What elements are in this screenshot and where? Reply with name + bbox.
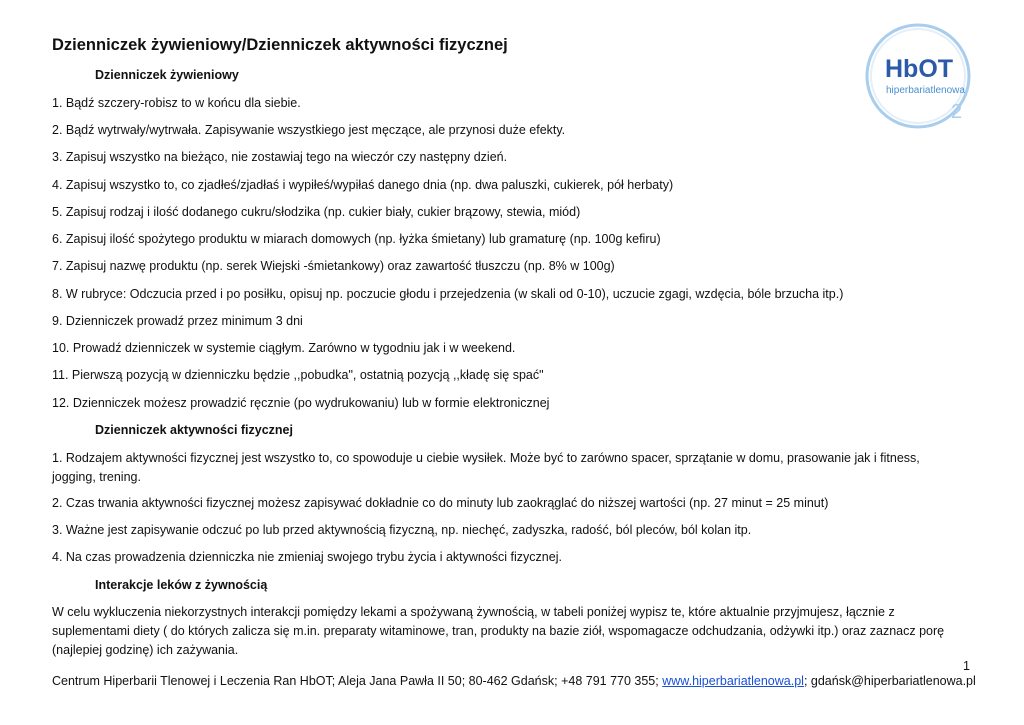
list-item: 4. Na czas prowadzenia dzienniczka nie zmieniaj swojego trybu życia i aktywności fizycznej. xyxy=(52,550,562,564)
list-item: 7. Zapisuj nazwę produktu (np. serek Wiejski -śmietankowy) oraz zawartość tłuszczu (np. 8% w 100g) xyxy=(52,259,615,273)
logo-brand: HbOT xyxy=(885,55,954,83)
logo-mark: 2 xyxy=(951,101,963,123)
hbot-logo xyxy=(864,22,972,130)
list-item: 6. Zapisuj ilość spożytego produktu w miarach domowych (np. łyżka śmietany) lub gramaturę (np. 100g kefiru) xyxy=(52,232,661,246)
list-item: 2. Czas trwania aktywności fizycznej możesz zapisywać dokładnie co do minuty lub zaokrąglać do niższej wartości (np. 27 minut = 25 minut) xyxy=(52,496,829,510)
website-link[interactable]: www.hiperbariatlenowa.pl xyxy=(662,674,804,688)
list-item: 1. Rodzajem aktywności fizycznej jest wszystko to, co spowoduje u ciebie wysiłek. Może być to zarówno spacer, sprzątanie w domu, prasowanie jak i fitness, jogging, trening. xyxy=(52,451,920,484)
footer xyxy=(52,674,976,688)
list-item: 10. Prowadź dzienniczek w systemie ciągłym. Zarówno w tygodniu jak i w weekend. xyxy=(52,341,516,355)
interactions-paragraph: W celu wykluczenia niekorzystnych interakcji pomiędzy lekami a spożywaną żywnością, w tabeli poniżej wypisz te, które aktualnie przyjmujesz, łącznie z suplementami diety ( do których zalicza się m.in. preparaty witaminowe, tran, produkty na bazie ziół, wspomagacze odchudzania, odżywki itp.) oraz zaznacz porę (najlepiej godzinę) ich zażywania. xyxy=(52,605,945,657)
list-item: 8. W rubryce: Odczucia przed i po posiłku, opisuj np. poczucie głodu i przejedzenia (w skali od 0-10), uczucie zgagi, wzdęcia, bóle brzucha itp.) xyxy=(52,287,844,301)
list-item: 12. Dzienniczek możesz prowadzić ręcznie (po wydrukowaniu) lub w formie elektronicznej xyxy=(52,396,550,410)
hbot-logo-icon xyxy=(864,22,972,130)
section-heading-activity: Dzienniczek aktywności fizycznej xyxy=(95,423,293,437)
page-title: Dzienniczek żywieniowy/Dzienniczek aktywności fizycznej xyxy=(52,36,508,54)
list-item: 5. Zapisuj rodzaj i ilość dodanego cukru/słodzika (np. cukier biały, cukier brązowy, stewia, miód) xyxy=(52,205,581,219)
list-item: 11. Pierwszą pozycją w dzienniczku będzie ,,pobudka", ostatnią pozycją ,,kładę się spać" xyxy=(52,368,544,382)
list-item: 1. Bądź szczery-robisz to w końcu dla siebie. xyxy=(52,96,301,110)
section-heading-diet: Dzienniczek żywieniowy xyxy=(95,68,239,82)
list-item: 2. Bądź wytrwały/wytrwała. Zapisywanie wszystkiego jest męczące, ale przynosi duże efekty. xyxy=(52,123,566,137)
footer-address: Centrum Hiperbarii Tlenowej i Leczenia Ran HbOT; Aleja Jana Pawła II 50; 80-462 Gdańsk; +48 791 770 355; xyxy=(52,674,663,688)
list-item: 3. Ważne jest zapisywanie odczuć po lub przed aktywnością fizyczną, np. niechęć, zadyszka, radość, ból pleców, ból kolan itp. xyxy=(52,523,752,537)
logo-subtitle: hiperbariatlenowa xyxy=(886,85,965,96)
list-item: 4. Zapisuj wszystko to, co zjadłeś/zjadłaś i wypiłeś/wypiłaś danego dnia (np. dwa paluszki, cukierek, pół herbaty) xyxy=(52,178,674,192)
page-number: 1 xyxy=(963,659,970,673)
list-item: 3. Zapisuj wszystko na bieżąco, nie zostawiaj tego na wieczór czy następny dzień. xyxy=(52,150,508,164)
list-item: 9. Dzienniczek prowadź przez minimum 3 dni xyxy=(52,314,303,328)
section-heading-interactions: Interakcje leków z żywnością xyxy=(95,578,268,592)
footer-email: ; gdańsk@hiperbariatlenowa.pl xyxy=(803,674,976,688)
